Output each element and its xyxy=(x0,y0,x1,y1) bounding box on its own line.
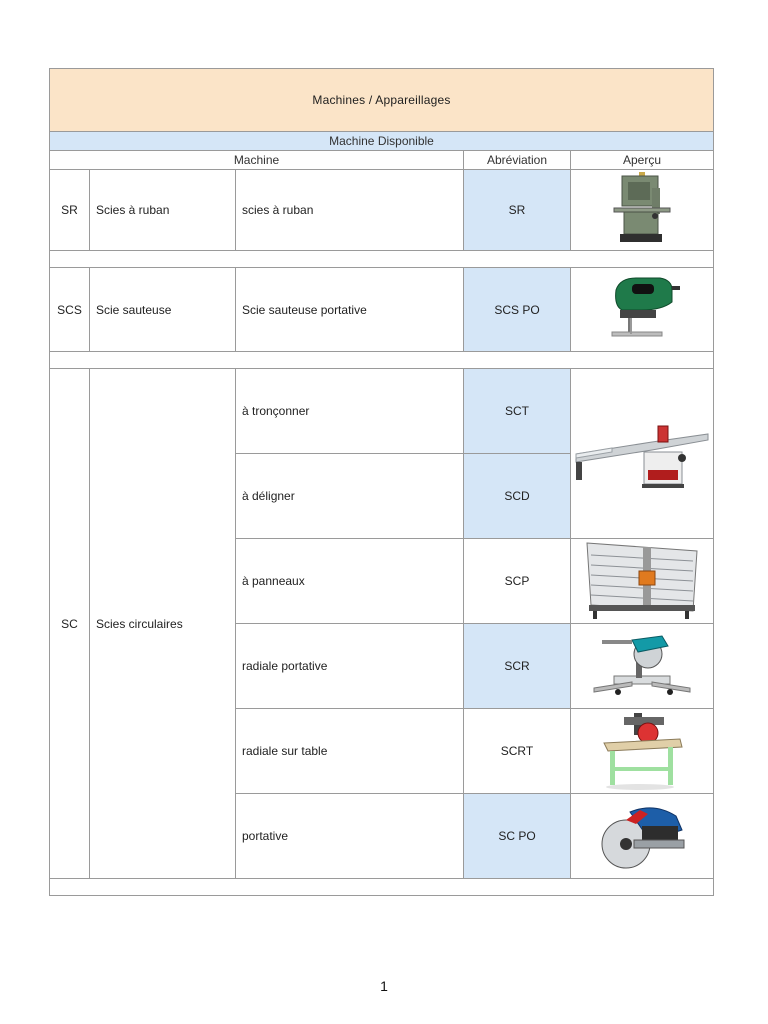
machine-type: portative xyxy=(236,794,464,879)
machine-type: scies à ruban xyxy=(236,170,464,251)
panel-saw-icon xyxy=(585,541,699,621)
group-code: SR xyxy=(50,170,90,251)
machine-preview xyxy=(571,170,714,251)
table-saw-icon xyxy=(572,412,712,496)
group-name: Scie sauteuse xyxy=(90,268,236,352)
machine-abbreviation: SC PO xyxy=(464,794,571,879)
table-row xyxy=(50,268,714,352)
radial-arm-saw-icon xyxy=(600,711,684,791)
group-name: Scies circulaires xyxy=(90,369,236,879)
machine-abbreviation: SCD xyxy=(464,454,571,539)
machine-type: à tronçonner xyxy=(236,369,464,454)
machine-preview xyxy=(571,624,714,709)
header-preview: Aperçu xyxy=(571,151,714,170)
row-spacer xyxy=(50,879,714,896)
page-number: 1 xyxy=(380,978,388,994)
machine-abbreviation: SCR xyxy=(464,624,571,709)
machines-table xyxy=(49,68,714,896)
table-row xyxy=(50,369,714,454)
miter-saw-icon xyxy=(592,626,692,706)
machine-abbreviation: SCT xyxy=(464,369,571,454)
row-spacer xyxy=(50,251,714,268)
group-code: SCS xyxy=(50,268,90,352)
table-row xyxy=(50,170,714,251)
machine-type: radiale sur table xyxy=(236,709,464,794)
machine-type: Scie sauteuse portative xyxy=(236,268,464,352)
header-machine: Machine xyxy=(50,151,464,170)
machine-type: radiale portative xyxy=(236,624,464,709)
jigsaw-icon xyxy=(602,272,682,348)
page-title: Machines / Appareillages xyxy=(50,69,714,132)
machine-preview xyxy=(571,539,714,624)
circular-saw-icon xyxy=(596,796,688,876)
row-spacer xyxy=(50,352,714,369)
machine-preview xyxy=(571,709,714,794)
header-abbreviation: Abréviation xyxy=(464,151,571,170)
machine-abbreviation: SCS PO xyxy=(464,268,571,352)
band-saw-icon xyxy=(612,172,672,248)
machine-type: à panneaux xyxy=(236,539,464,624)
machine-preview xyxy=(571,369,714,539)
machine-type: à déligner xyxy=(236,454,464,539)
section-subtitle: Machine Disponible xyxy=(50,132,714,151)
machine-abbreviation: SCP xyxy=(464,539,571,624)
group-code: SC xyxy=(50,369,90,879)
machine-preview xyxy=(571,794,714,879)
machine-abbreviation: SCRT xyxy=(464,709,571,794)
machine-abbreviation: SR xyxy=(464,170,571,251)
group-name: Scies à ruban xyxy=(90,170,236,251)
machine-preview xyxy=(571,268,714,352)
